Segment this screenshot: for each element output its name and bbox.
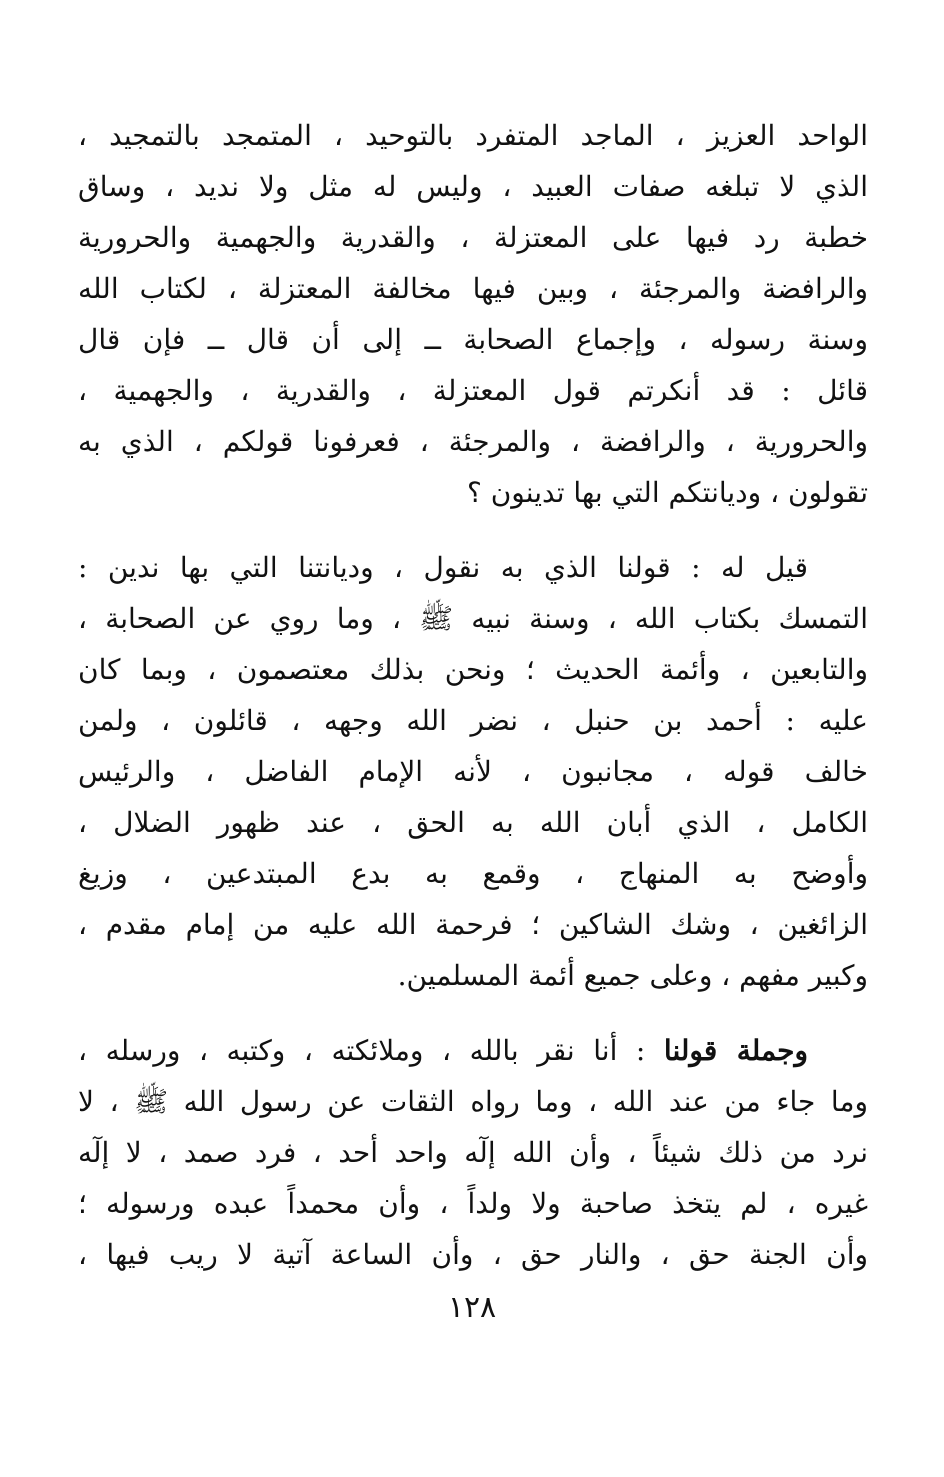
- text-line: عليه : أحمد بن حنبل ، نضر الله وجهه ، قائلون ، ولمن: [78, 704, 868, 737]
- text-line: خالف قوله ، مجانبون ، لأنه الإمام الفاضل ، والرئيس: [78, 755, 868, 788]
- paragraph-1: [78, 110, 868, 518]
- paragraph-first-rest: : أنا نقر بالله ، وملائكته ، وكتبه ، ورسله ،: [78, 1034, 664, 1067]
- text-line: والتابعين ، وأئمة الحديث ؛ ونحن بذلك معتصمون ، وبما كان: [78, 653, 868, 686]
- paragraph-lead: وجملة قولنا: [663, 1034, 808, 1067]
- text-line: وأن الجنة حق ، والنار حق ، وأن الساعة آتية لا ريب فيها ،: [78, 1238, 868, 1271]
- text-line: وكبير مفهم ، وعلى جميع أئمة المسلمين.: [397, 959, 868, 992]
- paragraph-gap: [78, 518, 868, 542]
- text-line: غيره ، لم يتخذ صاحبة ولا ولداً ، وأن محمداً عبده ورسوله ؛: [78, 1187, 868, 1220]
- text-line: قيل له : قولنا الذي به نقول ، وديانتنا التي بها ندين :: [78, 551, 808, 584]
- text-line: [78, 1025, 868, 1076]
- text-line: والحرورية ، والرافضة ، والمرجئة ، فعرفونا قولكم ، الذي به: [78, 425, 868, 458]
- text-line: نرد من ذلك شيئاً ، وأن الله إلٓه واحد أحد ، فرد صمد ، لا إلٓه: [78, 1136, 868, 1169]
- text-line: الذي لا تبلغه صفات العبيد ، وليس له مثل ولا نديد ، وساق: [78, 170, 868, 203]
- text-line: الكامل ، الذي أبان الله به الحق ، عند ظهور الضلال ،: [78, 806, 868, 839]
- text-line: قائل : قد أنكرتم قول المعتزلة ، والقدرية ، والجهمية ،: [78, 374, 868, 407]
- text-line: الزائغين ، وشك الشاكين ؛ فرحمة الله عليه من إمام مقدم ،: [78, 908, 868, 941]
- text-line: خطبة رد فيها على المعتزلة ، والقدرية والجهمية والحرورية: [78, 221, 868, 254]
- text-line: الواحد العزيز ، الماجد المتفرد بالتوحيد ، المتمجد بالتمجيد ،: [78, 119, 868, 152]
- text-line: وسنة رسوله ، وإجماع الصحابة ــ إلى أن قال ــ فإن قال: [78, 323, 868, 356]
- page-body: [78, 110, 868, 1280]
- text-line: التمسك بكتاب الله ، وسنة نبيه ﷺ ، وما روي عن الصحابة ،: [78, 602, 868, 635]
- paragraph-3: [78, 1025, 868, 1280]
- paragraph-2: [78, 542, 868, 1001]
- text-line: وما جاء من عند الله ، وما رواه الثقات عن رسول الله ﷺ ، لا: [78, 1085, 868, 1118]
- paragraph-gap: [78, 1001, 868, 1025]
- text-line: تقولون ، وديانتكم التي بها تدينون ؟: [466, 476, 868, 509]
- text-line: وأوضح به المنهاج ، وقمع به بدع المبتدعين ، وزيغ: [78, 857, 868, 890]
- page-number: ١٢٨: [447, 1290, 497, 1325]
- text-line: والرافضة والمرجئة ، وبين فيها مخالفة المعتزلة ، لكتاب الله: [78, 272, 868, 305]
